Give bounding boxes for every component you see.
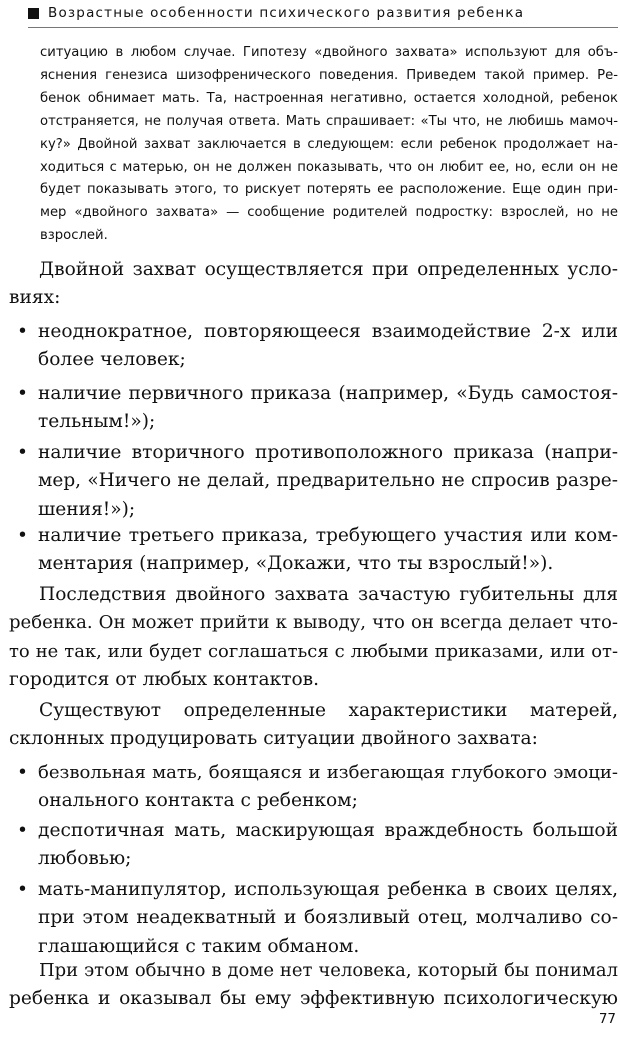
list-item-line: мать-манипулятор, использующая ребенка в своих целях,: [38, 879, 618, 900]
list-item-line: глашающийся с таким обманом.: [38, 935, 360, 957]
example-line: мер «двойного захвата» — сообщение родителей подростку: взрослей, но не: [40, 205, 618, 221]
list-item-line: любовью;: [38, 848, 132, 870]
paragraph-conditions: [9, 256, 618, 313]
example-line: ку?» Двойной захват заключается в следующем: если ребенок продолжает на-: [40, 136, 618, 152]
list-item-line: безвольная мать, боящаяся и избегающая глубокого эмоци-: [38, 762, 618, 783]
list-item: [9, 439, 618, 524]
paragraph-line: виях:: [9, 287, 61, 309]
paragraph-characteristics: [9, 697, 618, 754]
example-block: [40, 42, 618, 248]
example-line: отстраняется, не получая ответа. Мать спрашивает: «Ты что, не любишь мамоч-: [40, 113, 618, 129]
bullet-icon: •: [17, 525, 28, 546]
paragraph-consequences: [9, 581, 618, 694]
list-item: [9, 876, 618, 961]
list-item-line: деспотичная мать, маскирующая враждебность большой: [38, 820, 618, 841]
header-rule: [28, 27, 618, 28]
list-item-line: шения!»);: [38, 498, 136, 520]
list-item-line: мер, «Ничего не делай, предварительно не спросив разре-: [38, 470, 618, 492]
running-header: [28, 2, 618, 24]
paragraph-home: [9, 957, 618, 1014]
list-item: [9, 522, 618, 579]
list-item: [9, 380, 618, 437]
list-item-line: неоднократное, повторяющееся взаимодействие 2-х или: [38, 321, 618, 342]
paragraph-line: ребенка и оказывал бы ему эффективную психологическую: [9, 988, 618, 1010]
paragraph-line: Последствия двойного захвата зачастую губительны для: [39, 584, 618, 605]
example-line: ситуацию в любом случае. Гипотезу «двойного захвата» используют для объ-: [40, 45, 618, 60]
list-item: [9, 318, 618, 375]
header-square-marker: [28, 8, 39, 19]
list-item: [9, 817, 618, 874]
example-line: взрослей.: [40, 228, 108, 244]
page-number: 77: [598, 1011, 616, 1027]
bullet-icon: •: [17, 820, 28, 841]
example-line: будет показывать этого, то рискует потерять ее расположение. Еще один при-: [40, 182, 618, 198]
bullet-icon: •: [17, 321, 28, 342]
running-title: Возрастные особенности психического развития ребенка: [48, 5, 525, 21]
list-item-line: более человек;: [38, 349, 186, 371]
list-item: [9, 759, 618, 816]
bullet-icon: •: [17, 383, 28, 404]
bullet-icon: •: [17, 442, 28, 463]
list-item-line: наличие первичного приказа (например, «Будь самостоя-: [38, 383, 618, 404]
example-line: яснения генезиса шизофренического поведения. Приведем такой пример. Ре-: [40, 67, 618, 83]
paragraph-line: Двойной захват осуществляется при определенных усло-: [39, 259, 618, 280]
paragraph-line: ребенка. Он может прийти к выводу, что он всегда делает что-: [9, 612, 618, 634]
list-item-line: при этом неадекватный и боязливый отец, молчаливо со-: [38, 907, 618, 929]
paragraph-line: Существуют определенные характеристики матерей,: [39, 700, 618, 721]
paragraph-line: склонных продуцировать ситуации двойного захвата:: [9, 728, 538, 750]
paragraph-line: При этом обычно в доме нет человека, который бы понимал: [39, 960, 618, 981]
paragraph-line: то не так, или будет соглашаться с любыми приказами, или от-: [9, 640, 618, 662]
example-line: бенок обнимает мать. Та, настроенная негативно, остается холодной, ребенок: [40, 90, 618, 106]
list-item-line: наличие вторичного противоположного приказа (напри-: [38, 442, 618, 463]
list-item-line: ментария (например, «Докажи, что ты взрослый!»).: [38, 553, 554, 575]
bullet-icon: •: [17, 762, 28, 783]
list-item-line: наличие третьего приказа, требующего участия или ком-: [38, 525, 618, 546]
bullet-icon: •: [17, 879, 28, 900]
paragraph-line: городится от любых контактов.: [9, 668, 320, 690]
list-item-line: тельным!»);: [38, 411, 156, 433]
example-line: ходиться с матерью, он не должен показывать, что он любит ее, но, если он не: [40, 159, 618, 175]
list-item-line: онального контакта с ребенком;: [38, 790, 358, 812]
